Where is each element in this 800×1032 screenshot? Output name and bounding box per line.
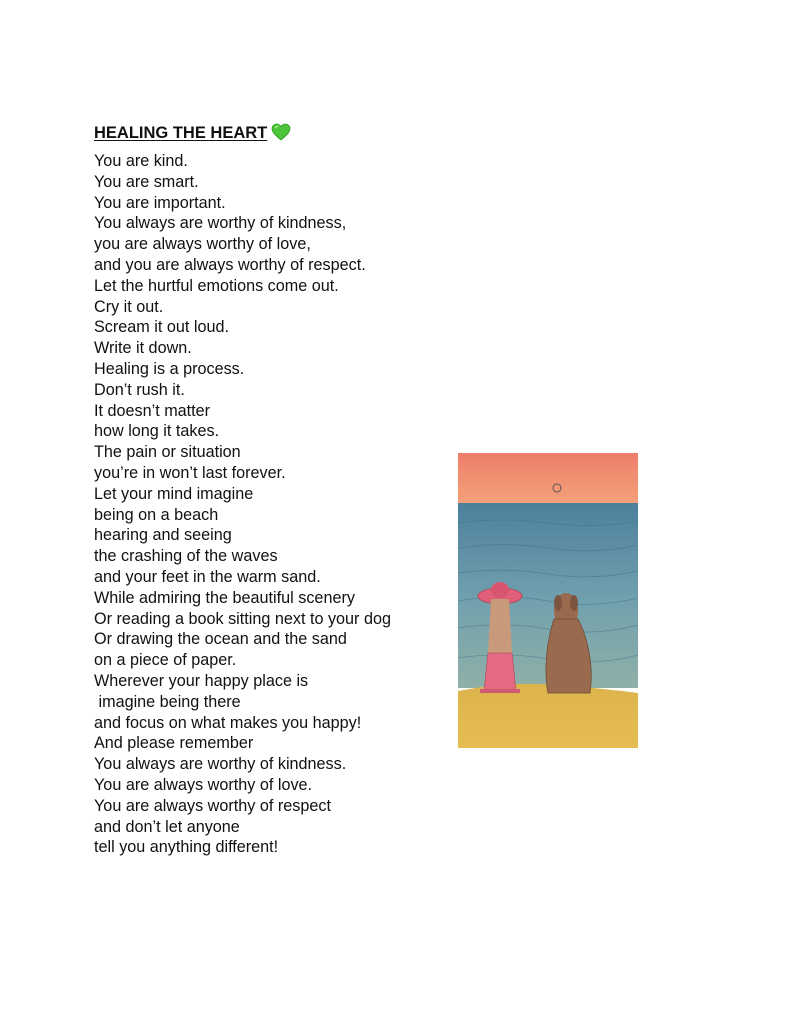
poem-line: Cry it out. bbox=[94, 297, 164, 316]
poem bbox=[94, 122, 454, 858]
poem-title-text: HEALING THE HEART bbox=[94, 124, 268, 142]
poem-line: Or drawing the ocean and the sand bbox=[94, 630, 347, 649]
poem-line: And please remember bbox=[94, 734, 254, 753]
poem-line: You are always worthy of love. bbox=[94, 775, 313, 794]
poem-title bbox=[94, 122, 454, 147]
poem-line: and focus on what makes you happy! bbox=[94, 713, 362, 732]
poem-lines bbox=[94, 151, 454, 858]
poem-line: You always are worthy of kindness, bbox=[94, 214, 347, 233]
poem-line: Write it down. bbox=[94, 339, 192, 358]
green-heart-icon bbox=[271, 123, 291, 147]
poem-line: While admiring the beautiful scenery bbox=[94, 588, 355, 607]
poem-line: you are always worthy of love, bbox=[94, 235, 311, 254]
poem-line: and don’t let anyone bbox=[94, 817, 240, 836]
poem-line: Or reading a book sitting next to your dog bbox=[94, 609, 391, 628]
poem-line: Wherever your happy place is bbox=[94, 671, 309, 690]
poem-line: Let your mind imagine bbox=[94, 484, 254, 503]
poem-line: You are smart. bbox=[94, 172, 199, 191]
poem-line: how long it takes. bbox=[94, 422, 220, 441]
poem-line: Scream it out loud. bbox=[94, 318, 229, 337]
sky bbox=[458, 453, 638, 505]
poem-line: Don’t rush it. bbox=[94, 380, 185, 399]
poem-line: It doesn’t matter bbox=[94, 401, 211, 420]
beach-drawing-svg bbox=[458, 453, 638, 748]
poem-line: being on a beach bbox=[94, 505, 219, 524]
poem-line: Healing is a process. bbox=[94, 359, 245, 378]
poem-line: You are important. bbox=[94, 193, 226, 212]
poem-line: you’re in won’t last forever. bbox=[94, 463, 286, 482]
poem-line: You are kind. bbox=[94, 152, 188, 170]
poem-line: on a piece of paper. bbox=[94, 651, 237, 670]
poem-line: imagine being there bbox=[94, 692, 241, 711]
poem-line: hearing and seeing bbox=[94, 526, 232, 545]
poem-line: The pain or situation bbox=[94, 443, 241, 462]
poem-line: and your feet in the warm sand. bbox=[94, 567, 321, 586]
poem-line: and you are always worthy of respect. bbox=[94, 255, 366, 274]
poem-line: You are always worthy of respect bbox=[94, 796, 331, 815]
poem-line: tell you anything different! bbox=[94, 838, 279, 857]
sand bbox=[458, 684, 638, 748]
poem-line: You always are worthy of kindness. bbox=[94, 755, 347, 774]
poem-line: Let the hurtful emotions come out. bbox=[94, 276, 339, 295]
beach-drawing bbox=[458, 453, 638, 748]
poem-line: the crashing of the waves bbox=[94, 547, 278, 566]
